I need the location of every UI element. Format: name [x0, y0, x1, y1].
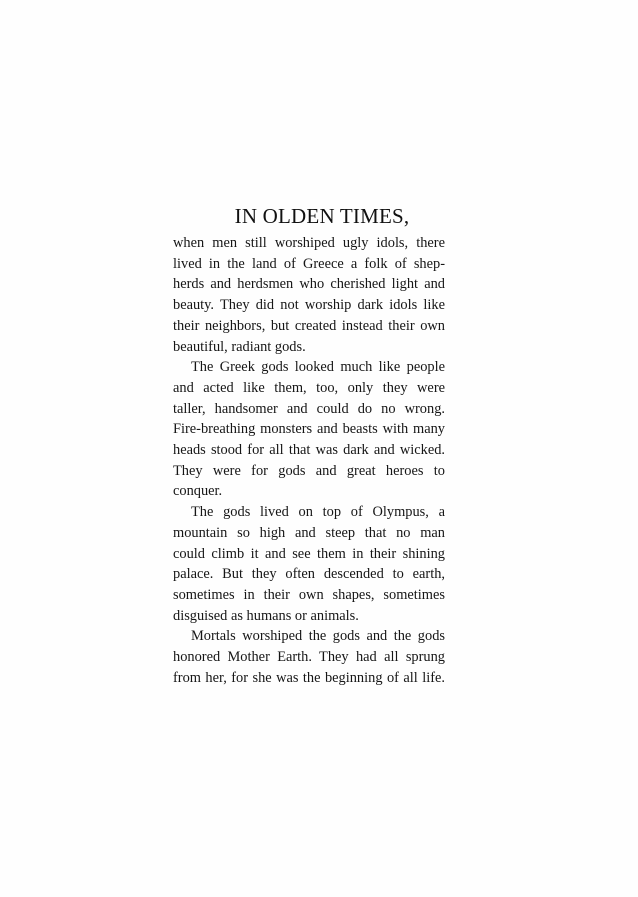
- text-line: Fire-breathing monsters and beasts with many: [173, 421, 445, 438]
- text-line: They were for gods and great heroes to: [173, 462, 445, 479]
- text-line: herds and herdsmen who cherished light and: [173, 276, 445, 293]
- paragraph-1: [173, 233, 445, 357]
- text-line: honored Mother Earth. They had all sprung: [173, 649, 445, 666]
- text-line: their neighbors, but created instead their own: [173, 317, 445, 334]
- text-line: lived in the land of Greece a folk of shep-: [173, 255, 445, 272]
- body-text: [173, 233, 445, 688]
- text-line: mountain so high and steep that no man: [173, 524, 445, 541]
- text-line: beauty. They did not worship dark idols like: [173, 297, 445, 314]
- text-line: taller, handsomer and could do no wrong.: [173, 400, 445, 417]
- text-line: when men still worshiped ugly idols, there: [173, 235, 445, 251]
- text-line: beautiful, radiant gods.: [173, 338, 306, 355]
- text-line: heads stood for all that was dark and wicked.: [173, 442, 445, 459]
- text-line: conquer.: [173, 483, 223, 500]
- text-line: and acted like them, too, only they were: [173, 379, 445, 396]
- text-line: The Greek gods looked much like people: [191, 359, 445, 376]
- text-line: from her, for she was the beginning of all life.: [173, 669, 445, 686]
- text-line: could climb it and see them in their shining: [173, 545, 445, 562]
- paragraph-2: [173, 357, 445, 502]
- paragraph-4: [173, 626, 445, 688]
- text-line: palace. But they often descended to earth,: [173, 566, 445, 583]
- text-line: sometimes in their own shapes, sometimes: [173, 586, 445, 603]
- chapter-heading: IN OLDEN TIMES,: [234, 204, 410, 228]
- text-line: The gods lived on top of Olympus, a: [191, 504, 445, 521]
- text-line: Mortals worshiped the gods and the gods: [191, 628, 445, 645]
- paragraph-3: [173, 502, 445, 626]
- text-line: disguised as humans or animals.: [173, 607, 359, 624]
